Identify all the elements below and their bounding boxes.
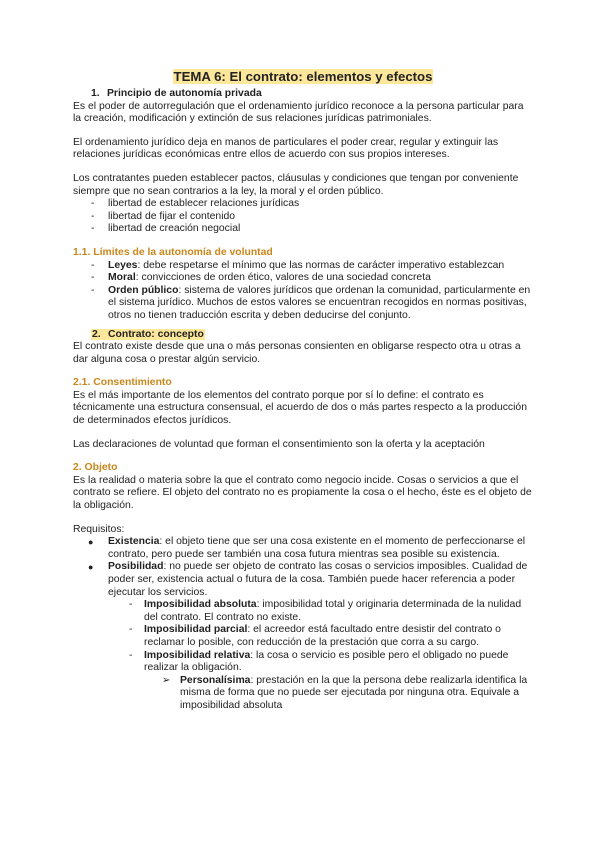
- section-2-heading: 2. Contrato: concepto: [92, 328, 204, 340]
- limits-list: [73, 260, 533, 323]
- list-item: - libertad de fijar el contenido: [73, 211, 533, 224]
- paragraph: Las declaraciones de voluntad que forman el consentimiento son la oferta y la aceptación: [73, 438, 485, 450]
- section-2-1-heading: 2.1. Consentimiento: [73, 377, 172, 389]
- list-item: ● Posibilidad: no puede ser objeto de contrato las cosas o servicios imposibles. Cualidad de poder ser, existencia actual o futura de la cosa. También puede hacer referencia a poder ejecutar los servicios.: [73, 561, 533, 599]
- paragraph: Es el poder de autorregulación que el ordenamiento jurídico reconoce a la persona particular para la creación, modificación y extinción de sus relaciones jurídicas patrimoniales.: [73, 100, 524, 125]
- list-item: ➢ Personalísima: prestación en la que la persona debe realizarla identifica la misma de forma que no puede ser ejecutada por ninguna otra. Equivale a imposibilidad absoluta: [73, 675, 533, 713]
- personalisima-list: [73, 675, 533, 713]
- freedom-list: [73, 198, 533, 236]
- paragraph: Es el más importante de los elementos del contrato porque por sí lo define: el contrato es técnicamente una estructura consensual, el acuerdo de dos o más partes respecto a la producción de determinados efectos jurídicos.: [73, 389, 527, 427]
- section-1-1-heading: 1.1. Límites de la autonomía de voluntad: [73, 246, 273, 258]
- paragraph: Los contratantes pueden establecer pactos, cláusulas y condiciones que tengan por conveniente siempre que no sean contrarios a la ley, la moral y el orden público.: [73, 172, 519, 197]
- paragraph: Es la realidad o materia sobre la que el contrato como negocio incide. Cosas o servicios a que el contrato se refiere. El objeto del contrato no es propiamente la cosa o el hecho, éste es el objeto de la obligación.: [73, 474, 532, 512]
- paragraph: El ordenamiento jurídico deja en manos de particulares el poder crear, regular y extinguir las relaciones jurídicas económicas entre ellos de acuerdo con sus propios intereses.: [73, 136, 499, 161]
- requisitos-label: Requisitos:: [73, 523, 125, 535]
- list-item: - Leyes: debe respetarse el mínimo que las normas de carácter imperativo establezcan: [73, 260, 533, 273]
- list-item: - Moral: convicciones de orden ético, valores de una sociedad concreta: [73, 272, 533, 285]
- imposibilidad-list: [73, 599, 533, 675]
- list-item: - Orden público: sistema de valores jurídicos que ordenan la comunidad, particularmente en el sistema jurídico. Muchos de estos valores se encuentran recogidos en normas positivas, otros no tienen traducción escrita y deben deducirse del conjunto.: [73, 285, 533, 323]
- document-content: [73, 68, 533, 713]
- list-item: - Imposibilidad relativa: la cosa o servicio es posible pero el obligado no puede realizar la obligación.: [73, 650, 533, 675]
- list-item: - libertad de establecer relaciones jurídicas: [73, 198, 533, 211]
- requisitos-list: [73, 536, 533, 599]
- page-title: TEMA 6: El contrato: elementos y efectos: [173, 69, 433, 84]
- section-objeto-heading: 2. Objeto: [73, 462, 118, 474]
- list-item: ● Existencia: el objeto tiene que ser una cosa existente en el momento de perfeccionarse el contrato, pero puede ser también una cosa futura mientras sea posible su existencia.: [73, 536, 533, 561]
- paragraph: El contrato existe desde que una o más personas consienten en obligarse respecto otra u otras a dar alguna cosa o prestar algún servicio.: [73, 341, 521, 365]
- list-item: - Imposibilidad absoluta: imposibilidad total y originaria determinada de la nulidad del contrato. El contrato no existe.: [73, 599, 533, 624]
- list-item: - Imposibilidad parcial: el acreedor está facultado entre desistir del contrato o reclamar lo posible, con reducción de la prestación que corra a su cargo.: [73, 624, 533, 649]
- section-1-heading: 1. Principio de autonomía privada: [91, 88, 262, 99]
- list-item: - libertad de creación negocial: [73, 223, 533, 236]
